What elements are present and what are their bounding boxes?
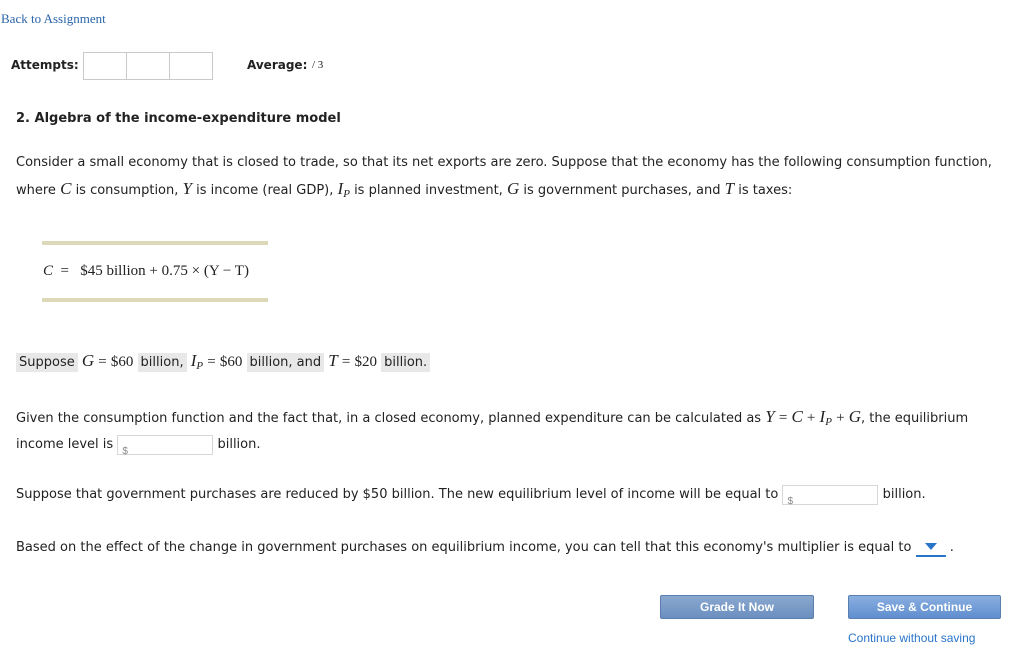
intro-line-1: Consider a small economy that is closed to trade, so that its net exports are zero. Suppose that the economy has the following consumption function,	[16, 155, 992, 170]
billion-and: billion, and	[247, 353, 325, 372]
question-intro	[16, 150, 1016, 204]
var-g: G	[848, 407, 861, 426]
equilibrium-income-input[interactable]: $	[117, 435, 213, 455]
average-label: Average:	[247, 58, 308, 72]
multiplier-text: Based on the effect of the change in government purchases on equilibrium income, you can tell that this economy's multiplier is equal to	[16, 540, 912, 555]
equation-top-rule	[42, 241, 268, 245]
multiplier-end: .	[949, 540, 954, 555]
t-value: $20	[354, 354, 377, 370]
attempt-box-2	[126, 52, 170, 80]
multiplier-question	[16, 535, 954, 561]
attempts-label: Attempts:	[11, 58, 79, 72]
var-g: G	[506, 179, 520, 198]
equilibrium-question	[16, 404, 1016, 458]
equation-bottom-rule	[42, 298, 268, 302]
given-text: Given the consumption function and the fact that, in a closed economy, planned expenditure can be calculated as	[16, 411, 762, 426]
equals: =	[207, 354, 216, 370]
equals: =	[98, 354, 107, 370]
equals: =	[778, 410, 788, 426]
var-t: T	[724, 179, 735, 198]
intro-c-desc: is consumption,	[75, 183, 179, 198]
question-title: 2. Algebra of the income-expenditure model	[16, 111, 341, 126]
chevron-down-icon	[925, 543, 937, 550]
attempt-box-1	[83, 52, 127, 80]
average-value: / 3	[312, 59, 324, 71]
plus: +	[836, 410, 845, 426]
reduced-purchases-question	[16, 482, 926, 508]
back-to-assignment-link[interactable]: Back to Assignment	[1, 11, 106, 26]
suppose-prefix: Suppose	[16, 353, 78, 372]
var-y: Y	[765, 407, 775, 426]
billion-label: billion.	[217, 437, 261, 452]
var-y: Y	[182, 179, 192, 198]
income-level-text: income level is	[16, 437, 114, 452]
grade-it-now-button[interactable]: Grade It Now	[660, 595, 814, 619]
given-formula-end: , the equilibrium	[860, 411, 969, 426]
equation-lhs: C	[43, 263, 54, 279]
equation-rhs: $45 billion + 0.75 × (Y − T)	[80, 263, 249, 279]
var-ip: IP	[337, 179, 350, 200]
var-c: C	[791, 407, 803, 426]
intro-t-desc: is taxes:	[738, 183, 793, 198]
var-ip: IP	[819, 407, 832, 428]
var-t: T	[328, 351, 338, 370]
suppose-values	[16, 351, 430, 371]
new-equilibrium-income-input[interactable]: $	[782, 485, 878, 505]
billion-label: billion.	[882, 487, 926, 502]
equation-equals: =	[60, 263, 69, 279]
equals: =	[341, 354, 351, 370]
attempt-box-3	[169, 52, 213, 80]
intro-y-desc: is income (real GDP),	[196, 183, 334, 198]
intro-where: where	[16, 183, 56, 198]
var-g: G	[81, 351, 95, 370]
g-value: $60	[110, 354, 134, 370]
save-and-continue-button[interactable]: Save & Continue	[848, 595, 1001, 619]
plus: +	[806, 410, 816, 426]
billion-end: billion.	[381, 353, 430, 372]
reduced-text: Suppose that government purchases are reduced by $50 billion. The new equilibrium level of income will be equal to	[16, 487, 779, 502]
billion-comma: billion,	[138, 353, 187, 372]
var-ip: IP	[190, 351, 204, 372]
var-c: C	[60, 179, 72, 198]
continue-without-saving-link[interactable]: Continue without saving	[848, 631, 976, 645]
intro-ip-desc: is planned investment,	[354, 183, 503, 198]
ip-value: $60	[219, 354, 243, 370]
intro-g-desc: is government purchases, and	[523, 183, 721, 198]
multiplier-dropdown[interactable]	[916, 539, 946, 557]
consumption-equation	[43, 263, 249, 280]
